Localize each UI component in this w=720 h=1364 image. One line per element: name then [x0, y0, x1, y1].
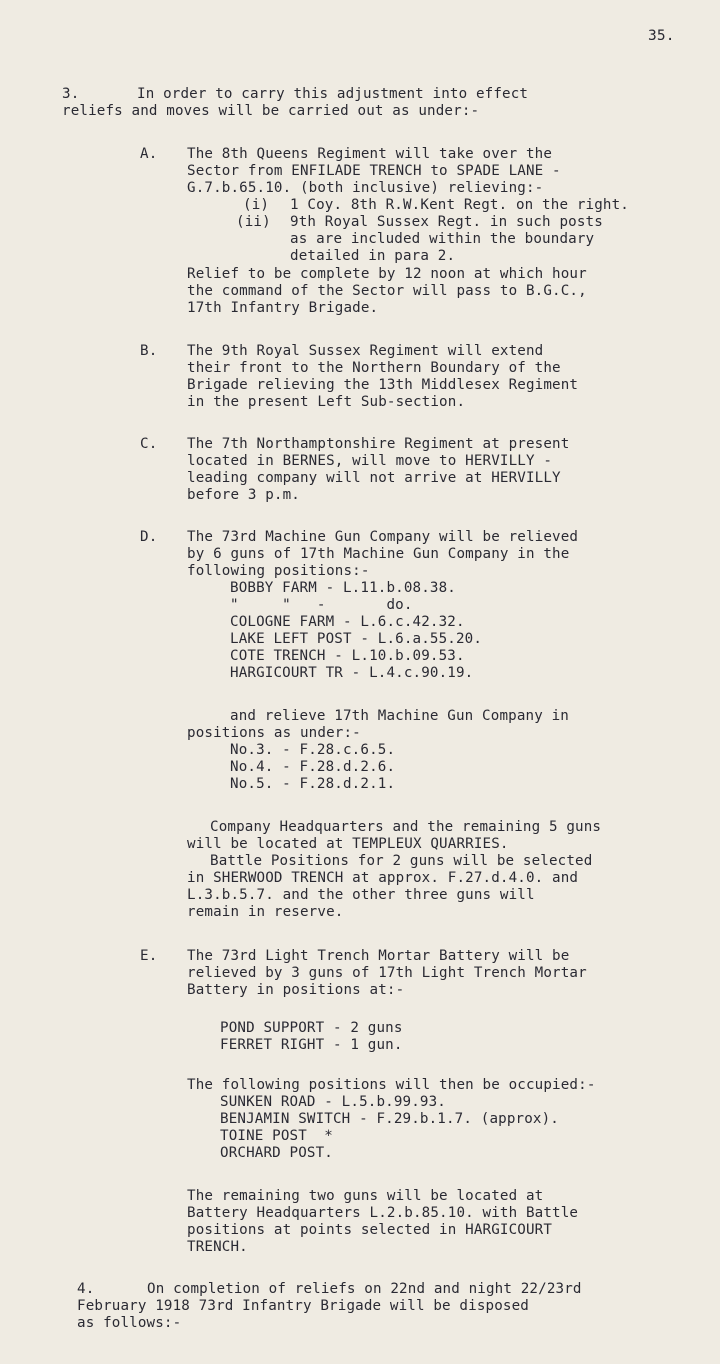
section-d-battle-line: Battle Positions for 2 guns will be selected	[210, 853, 593, 869]
para-4-line: February 1918 73rd Infantry Brigade will be disposed	[77, 1298, 529, 1314]
section-a-line: The 8th Queens Regiment will take over the	[187, 146, 553, 162]
section-a-item-number: (ii)	[236, 214, 271, 230]
para-3-number: 3.	[62, 86, 80, 102]
section-d-position: COTE TRENCH - L.10.b.09.53.	[230, 648, 465, 664]
section-d-relieve-position: No.3. - F.28.c.6.5.	[230, 742, 396, 758]
para-4-number: 4.	[77, 1281, 95, 1297]
section-b-line: The 9th Royal Sussex Regiment will extend	[187, 343, 544, 359]
page-number: 35.	[648, 28, 675, 44]
section-e-line: The 73rd Light Trench Mortar Battery will be	[187, 948, 570, 964]
section-c-line: located in BERNES, will move to HERVILLY -	[187, 453, 553, 469]
section-b-letter: B.	[140, 343, 158, 359]
section-d-line: by 6 guns of 17th Machine Gun Company in the	[187, 546, 570, 562]
section-d-relieve-position: No.5. - F.28.d.2.1.	[230, 776, 396, 792]
section-e-occupied-position: SUNKEN ROAD - L.5.b.99.93.	[220, 1094, 446, 1110]
section-e-remaining-line: TRENCH.	[187, 1239, 248, 1255]
para-3-line: In order to carry this adjustment into effect	[137, 86, 529, 102]
section-d-letter: D.	[140, 529, 158, 545]
section-e-remaining-line: positions at points selected in HARGICOURT	[187, 1222, 553, 1238]
section-a-item-text: 9th Royal Sussex Regt. in such posts	[290, 214, 603, 230]
section-a-closing: Relief to be complete by 12 noon at which hour	[187, 266, 587, 282]
section-d-relieve-position: No.4. - F.28.d.2.6.	[230, 759, 396, 775]
section-d-hq-line: Company Headquarters and the remaining 5 guns	[210, 819, 602, 835]
section-e-occupied-position: BENJAMIN SWITCH - F.29.b.1.7. (approx).	[220, 1111, 559, 1127]
section-d-battle-line: remain in reserve.	[187, 904, 344, 920]
section-e-occupied-line: The following positions will then be occupied:-	[187, 1077, 596, 1093]
section-e-remaining-line: The remaining two guns will be located at	[187, 1188, 544, 1204]
section-a-closing: the command of the Sector will pass to B.G.C.,	[187, 283, 587, 299]
section-d-battle-line: in SHERWOOD TRENCH at approx. F.27.d.4.0. and	[187, 870, 579, 886]
section-e-line: Battery in positions at:-	[187, 982, 405, 998]
section-e-occupied-position: ORCHARD POST.	[220, 1145, 333, 1161]
section-b-line: in the present Left Sub-section.	[187, 394, 466, 410]
section-e-line: relieved by 3 guns of 17th Light Trench Mortar	[187, 965, 587, 981]
para-4-line: On completion of reliefs on 22nd and night 22/23rd	[147, 1281, 582, 1297]
section-c-line: leading company will not arrive at HERVILLY	[187, 470, 561, 486]
section-a-line: Sector from ENFILADE TRENCH to SPADE LANE -	[187, 163, 561, 179]
section-c-line: before 3 p.m.	[187, 487, 300, 503]
section-d-relieve-line: positions as under:-	[187, 725, 361, 741]
section-c-line: The 7th Northamptonshire Regiment at present	[187, 436, 570, 452]
section-a-item-number: (i)	[243, 197, 270, 213]
section-b-line: their front to the Northern Boundary of the	[187, 360, 561, 376]
section-d-battle-line: L.3.b.5.7. and the other three guns will	[187, 887, 535, 903]
section-d-line: The 73rd Machine Gun Company will be relieved	[187, 529, 579, 545]
section-e-position: FERRET RIGHT - 1 gun.	[220, 1037, 403, 1053]
section-a-closing: 17th Infantry Brigade.	[187, 300, 379, 316]
section-d-relieve-line: and relieve 17th Machine Gun Company in	[230, 708, 569, 724]
section-d-line: following positions:-	[187, 563, 370, 579]
section-a-item-text: as are included within the boundary	[290, 231, 595, 247]
section-c-letter: C.	[140, 436, 158, 452]
section-a-letter: A.	[140, 146, 158, 162]
section-d-position: HARGICOURT TR - L.4.c.90.19.	[230, 665, 474, 681]
section-a-line: G.7.b.65.10. (both inclusive) relieving:-	[187, 180, 544, 196]
section-e-position: POND SUPPORT - 2 guns	[220, 1020, 403, 1036]
section-d-position: BOBBY FARM - L.11.b.08.38.	[230, 580, 456, 596]
section-d-hq-line: will be located at TEMPLEUX QUARRIES.	[187, 836, 509, 852]
section-a-item-text: detailed in para 2.	[290, 248, 456, 264]
section-e-remaining-line: Battery Headquarters L.2.b.85.10. with Battle	[187, 1205, 579, 1221]
section-a-item-text: 1 Coy. 8th R.W.Kent Regt. on the right.	[290, 197, 629, 213]
section-d-position: LAKE LEFT POST - L.6.a.55.20.	[230, 631, 483, 647]
para-4-line: as follows:-	[77, 1315, 182, 1331]
section-d-position: COLOGNE FARM - L.6.c.42.32.	[230, 614, 465, 630]
section-d-position: " " - do.	[230, 597, 413, 613]
section-b-line: Brigade relieving the 13th Middlesex Regiment	[187, 377, 579, 393]
section-e-letter: E.	[140, 948, 158, 964]
section-e-occupied-position: TOINE POST *	[220, 1128, 333, 1144]
para-3-line: reliefs and moves will be carried out as under:-	[62, 103, 480, 119]
